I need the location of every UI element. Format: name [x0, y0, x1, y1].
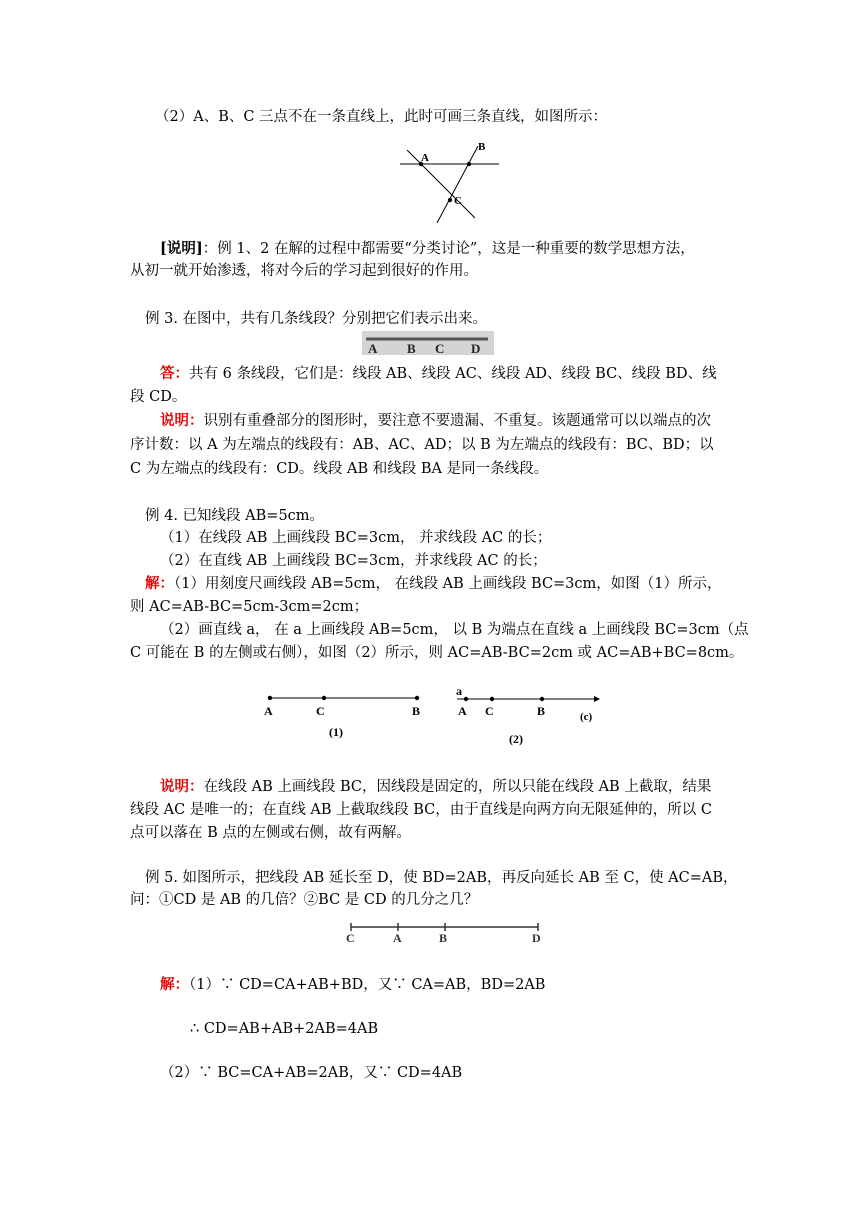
point-b: [467, 162, 471, 166]
label-c-alt: (c): [580, 711, 593, 723]
label-c: C: [346, 931, 355, 945]
text-line: （2）画直线 a， 在 a 上画线段 AB=5cm， 以 B 为端点在直线 a 上画线段 BC=3cm（点: [160, 622, 749, 638]
text-line: 段 CD。: [130, 389, 187, 405]
text-line: （2）在直线 AB 上画线段 BC=3cm，并求线段 AC 的长；: [160, 553, 547, 569]
text-line: 例 4. 已知线段 AB=5cm。: [145, 508, 325, 524]
text-line: 解：（1）∵ CD=CA+AB+BD，又∵ CA=AB，BD=2AB: [160, 976, 546, 993]
figure-1-segment: [262, 690, 427, 745]
text-line: 例 3. 在图中，共有几条线段？分别把它们表示出来。: [145, 311, 488, 327]
figure-segments-abcd: [362, 331, 494, 355]
label-d: D: [532, 931, 541, 945]
label-b: B: [537, 704, 546, 718]
text-line: ∴ CD=AB+AB+2AB=4AB: [190, 1021, 379, 1037]
text-line: 说明：在线段 AB 上画线段 BC，因线段是固定的，所以只能在线段 AB 上截取，结果: [160, 778, 712, 795]
text-line: （2）∵ BC=CA+AB=2AB，又∵ CD=4AB: [160, 1065, 463, 1081]
figure-three-lines: [395, 140, 505, 226]
label-line-a: a: [456, 684, 462, 698]
text-line: 问：①CD 是 AB 的几倍？②BC 是 CD 的几分之几？: [130, 892, 479, 908]
figure-2-line: [452, 684, 604, 750]
label-b: B: [412, 704, 421, 718]
text-line: C 可能在 B 的左侧或右侧），如图（2）所示，则 AC=AB-BC=2cm 或 AC=AB+BC=8cm。: [130, 645, 744, 661]
label-a: A: [393, 931, 402, 945]
label-a: A: [368, 341, 378, 356]
text-line: [说明]：例 1、2 在解的过程中都需要“分类讨论”，这是一种重要的数学思想方法，: [160, 240, 695, 257]
text-line: 解：（1）用刻度尺画线段 AB=5cm， 在线段 AB 上画线段 BC=3cm，如图（1）所示，: [145, 575, 722, 592]
label-d: D: [471, 341, 481, 356]
label-c: C: [454, 195, 462, 207]
text-line: C 为左端点的线段有：CD。线段 AB 和线段 BA 是同一条线段。: [130, 461, 549, 477]
text-line: 点可以落在 B 点的左侧或右侧，故有两解。: [130, 825, 411, 841]
label-a: A: [264, 704, 273, 718]
text-line: 则 AC=AB-BC=5cm-3cm=2cm；: [130, 599, 369, 615]
text-line: 说明：识别有重叠部分的图形时，要注意不要遗漏、不重复。该题通常可以以端点的次: [160, 412, 711, 429]
line-ac: [407, 150, 475, 218]
text-line: 答：共有 6 条线段，它们是：线段 AB、线段 AC、线段 AD、线段 BC、线段 BD、线: [160, 365, 717, 382]
text-line: 例 5. 如图所示，把线段 AB 延长至 D，使 BD=2AB，再反向延长 AB 至 C，使 AC=AB，: [145, 870, 738, 886]
label-b: B: [439, 931, 448, 945]
text-line: （1）在线段 AB 上画线段 BC=3cm， 并求线段 AC 的长；: [160, 530, 552, 546]
figure-extended-segment: [343, 920, 543, 948]
label-c: C: [316, 704, 325, 718]
caption-1: (1): [329, 725, 343, 739]
caption-2: (2): [509, 732, 523, 746]
label-c: C: [485, 704, 494, 718]
label-a: A: [421, 152, 429, 164]
text-line: 线段 AC 是唯一的；在直线 AB 上截取线段 BC，由于直线是向两方向无限延伸的，所以 C: [130, 802, 712, 818]
line-bc: [437, 146, 478, 223]
point-c: [448, 198, 452, 202]
label-b: B: [478, 141, 486, 153]
label-c: C: [435, 341, 445, 356]
text-line: 从初一就开始渗透，将对今后的学习起到很好的作用。: [130, 263, 478, 279]
label-b: B: [407, 341, 416, 356]
text-line: 序计数：以 A 为左端点的线段有：AB、AC、AD；以 B 为左端点的线段有：BC、BD；以: [130, 437, 714, 453]
label-a: A: [458, 704, 467, 718]
text-line: （2）A、B、C 三点不在一条直线上，此时可画三条直线，如图所示：: [155, 109, 608, 125]
